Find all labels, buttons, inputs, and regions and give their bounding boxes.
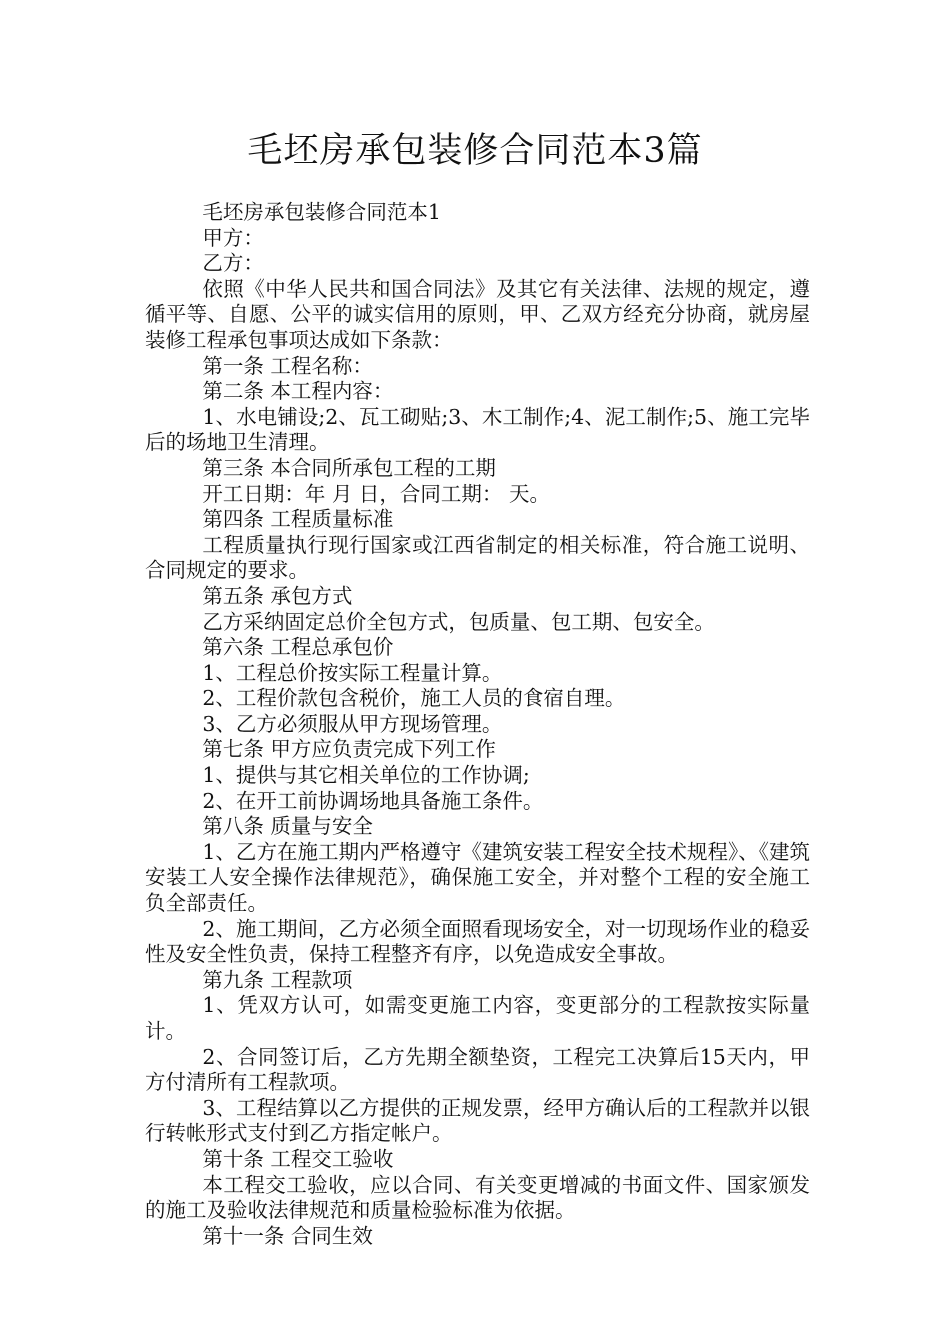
article-10-heading: 第十条 工程交工验收 [202,1146,394,1171]
article-9-item-3: 3、工程结算以乙方提供的正规发票，经甲方确认后的工程款并以银行转帐形式支付到乙方指定帐户。 [145,1095,810,1146]
article-5-heading: 第五条 承包方式 [202,583,353,608]
party-a-line: 甲方： [202,225,264,250]
article-4-heading: 第四条 工程质量标准 [202,507,394,532]
article-8-item-2: 2、施工期间，乙方必须全面照看现场安全，对一切现场作业的稳妥性及安全性负责，保持工程整齐有序，以免造成安全事故。 [145,916,810,967]
article-10-content: 本工程交工验收，应以合同、有关变更增减的书面文件、国家颁发的施工及验收法律规范和质量检验标准为依据。 [145,1172,810,1223]
article-11-heading: 第十一条 合同生效 [202,1223,373,1248]
article-7-heading: 第七条 甲方应负责完成下列工作 [202,737,496,762]
document-title: 毛坯房承包装修合同范本3篇 [247,131,703,171]
contract-subtitle: 毛坯房承包装修合同范本1 [202,200,441,224]
article-7-item-2: 2、在开工前协调场地具备施工条件。 [202,788,544,813]
article-4-content: 工程质量执行现行国家或江西省制定的相关标准，符合施工说明、合同规定的要求。 [145,532,810,583]
article-6-heading: 第六条 工程总承包价 [202,635,394,660]
article-2-heading: 第二条 本工程内容： [202,379,394,404]
article-9-heading: 第九条 工程款项 [202,967,353,992]
article-6-item-2: 2、工程价款包含税价，施工人员的食宿自理。 [202,686,626,711]
article-6-item-1: 1、工程总价按实际工程量计算。 [202,660,503,685]
article-2-content: 1、水电铺设;2、瓦工砌贴;3、木工制作;4、泥工制作;5、施工完毕后的场地卫生清理。 [145,404,810,455]
article-9-item-1: 1、凭双方认可，如需变更施工内容，变更部分的工程款按实际量计。 [145,993,810,1043]
document-body [145,200,810,1249]
party-b-line: 乙方： [202,251,264,276]
preamble-paragraph: 依照《中华人民共和国合同法》及其它有关法律、法规的规定，遵循平等、自愿、公平的诚实信用的原则，甲、乙双方经充分协商，就房屋装修工程承包事项达成如下条款： [145,276,810,352]
article-1-heading: 第一条 工程名称： [202,353,373,378]
article-6-item-3: 3、乙方必须服从甲方现场管理。 [202,711,503,736]
article-3-content: 开工日期：年 月 日，合同工期： 天。 [202,481,550,506]
article-3-heading: 第三条 本合同所承包工程的工期 [202,455,496,480]
article-8-heading: 第八条 质量与安全 [202,814,373,839]
article-9-item-2: 2、合同签订后，乙方先期全额垫资，工程完工决算后15天内，甲方付清所有工程款项。 [145,1044,810,1095]
article-5-content: 乙方采纳固定总价全包方式，包质量、包工期、包安全。 [202,609,715,634]
article-8-item-1: 1、乙方在施工期内严格遵守《建筑安装工程安全技术规程》、《建筑安装工人安全操作法律规范》，确保施工安全，并对整个工程的安全施工负全部责任。 [145,839,810,916]
article-7-item-1: 1、提供与其它相关单位的工作协调; [202,763,530,788]
